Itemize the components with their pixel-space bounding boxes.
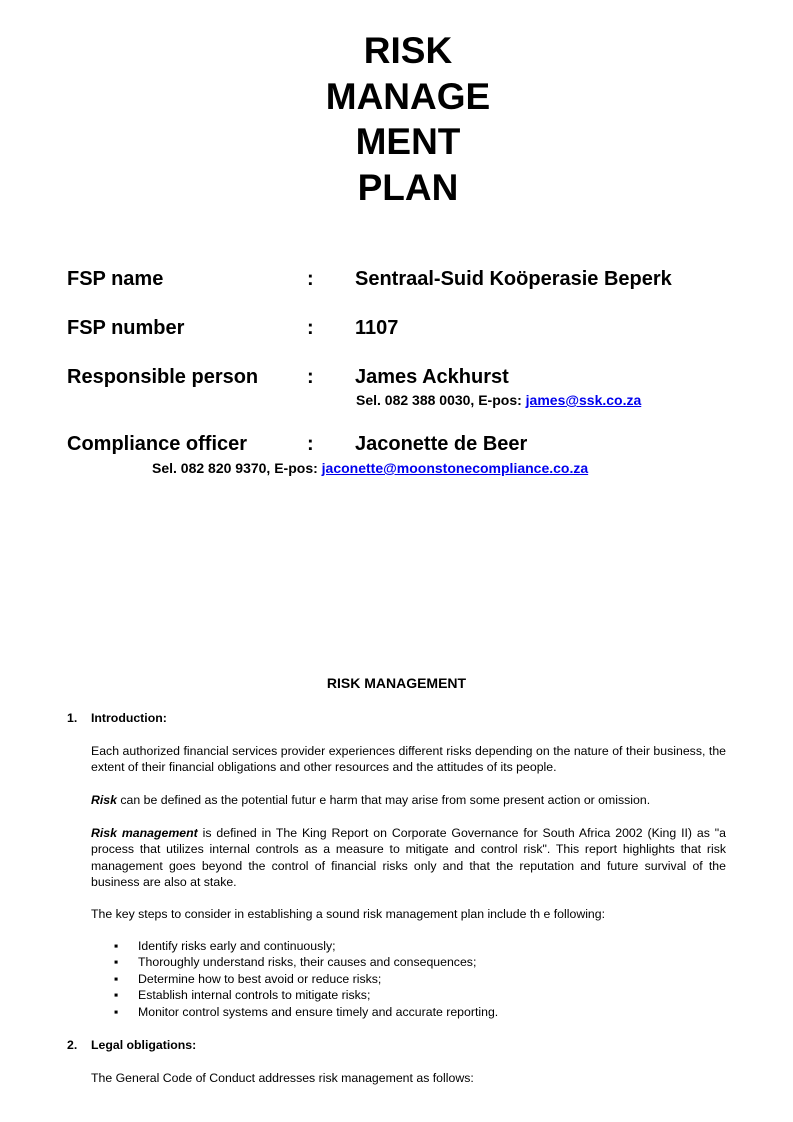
risk-definition-paragraph [91, 792, 726, 808]
section-number: 1. [67, 711, 78, 725]
fsp-number-label: FSP number [67, 317, 185, 339]
fsp-name-value: Sentraal-Suid Koöperasie Beperk [355, 268, 672, 290]
risk-term: Risk [91, 793, 117, 807]
legal-obligations-paragraph: The General Code of Conduct addresses risk management as follows: [91, 1071, 474, 1085]
bullet-icon: ▪ [114, 988, 119, 1003]
list-item-text: Determine how to best avoid or reduce risks; [138, 971, 382, 986]
bullet-icon: ▪ [114, 939, 119, 953]
risk-management-definition-text: is defined in The King Report on Corporate Governance for South Africa 2002 (King II) as "a process that utilizes internal controls as a measure to mitigate and control risk". This report highlights that risk management goes beyond the control of financial risks only and that the reputation and future survival of the business are also at stake. [91, 826, 726, 889]
responsible-person-label: Responsible person [67, 366, 259, 388]
title-line-4: PLAN [357, 166, 459, 208]
section-heading-introduction [67, 710, 167, 726]
compliance-officer-value: Jaconette de Beer [355, 433, 528, 455]
intro-paragraph: Each authorized financial services provider experiences different risks depending on the nature of their business, the extent of their financial obligations and other resources and the attitudes of its people. [91, 744, 726, 775]
compliance-officer-contact-prefix: Sel. 082 820 9370, E-pos: [152, 460, 318, 476]
list-item-text: Establish internal controls to mitigate risks; [138, 988, 371, 1003]
bullet-icon: ▪ [114, 971, 119, 986]
list-item [91, 987, 731, 1003]
list-item [91, 971, 731, 987]
fsp-name-colon: : [307, 268, 314, 290]
bullet-icon: ▪ [114, 955, 119, 970]
section-heading-text: Legal obligations: [91, 1038, 197, 1052]
compliance-officer-contact [152, 460, 588, 477]
document-title [0, 28, 793, 210]
responsible-person-value: James Ackhurst [355, 366, 509, 388]
key-steps-paragraph: The key steps to consider in establishing a sound risk management plan include th e following: [91, 907, 606, 921]
list-item-text: Monitor control systems and ensure timely and accurate reporting. [138, 1004, 499, 1019]
title-line-1: RISK [363, 30, 453, 71]
bullet-icon: ▪ [114, 1004, 119, 1019]
fsp-name-label: FSP name [67, 268, 164, 290]
compliance-officer-label: Compliance officer [67, 433, 248, 455]
list-item-text: Thoroughly understand risks, their causes and consequences; [138, 955, 477, 970]
responsible-person-contact [356, 392, 641, 409]
risk-management-term: Risk management [91, 826, 198, 840]
fsp-number-colon: : [307, 317, 314, 339]
section-heading-text: Introduction: [91, 711, 167, 725]
fsp-number-value: 1107 [355, 317, 399, 339]
section-title: RISK MANAGEMENT [326, 675, 467, 691]
compliance-officer-colon: : [307, 433, 314, 455]
responsible-person-email-link[interactable]: james@ssk.co.za [525, 392, 642, 408]
risk-management-definition-paragraph [91, 825, 726, 890]
title-line-3: MENT [355, 121, 461, 162]
compliance-officer-email-link[interactable]: jaconette@moonstonecompliance.co.za [321, 460, 589, 476]
title-line-2: MANAGE [325, 75, 491, 117]
list-item-text: Identify risks early and continuously; [138, 939, 336, 953]
responsible-person-contact-prefix: Sel. 082 388 0030, E-pos: [356, 392, 522, 408]
section-number: 2. [67, 1038, 78, 1052]
list-item [91, 954, 731, 970]
list-item [91, 938, 731, 954]
list-item [91, 1004, 731, 1020]
key-steps-list [91, 938, 731, 1020]
responsible-person-colon: : [307, 366, 314, 388]
section-heading-legal-obligations [67, 1037, 196, 1053]
risk-definition-text: can be defined as the potential futur e harm that may arise from some present action or omission. [116, 793, 651, 807]
